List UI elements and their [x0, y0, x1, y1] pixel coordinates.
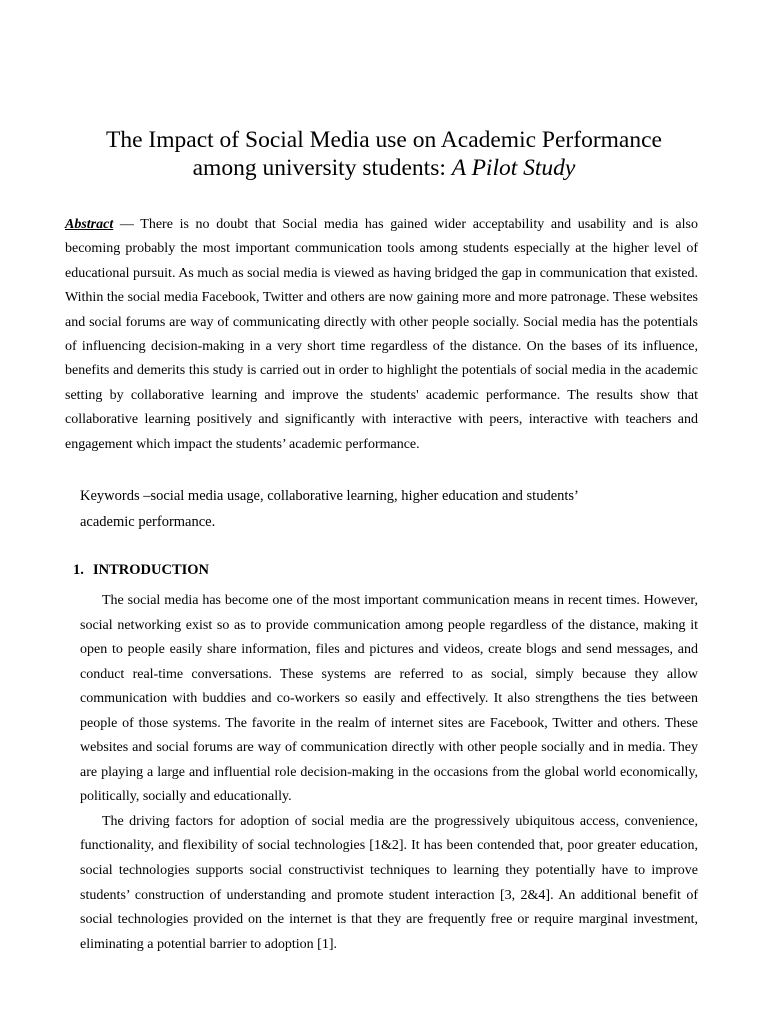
paper-title: [40, 126, 728, 182]
abstract-dash: —: [113, 217, 141, 232]
keywords: Keywords –social media usage, collaborative learning, higher education and students’ academic performance.: [80, 488, 578, 530]
section-heading-introduction: [73, 560, 209, 580]
abstract-label: Abstract: [65, 217, 114, 232]
title-subtitle: A Pilot Study: [451, 155, 576, 181]
title-line-2: [40, 154, 728, 182]
abstract: [65, 213, 698, 457]
title-line-2-text: among university students:: [192, 155, 452, 181]
introduction-body: [80, 589, 698, 957]
paragraph: The driving factors for adoption of social media are the progressively ubiquitous access, convenience, functionality, and flexibility of social technologies [1&2]. It has been contended that, poor greater education, social technologies supports social constructivist techniques to learning they potentially have to improve students’ construction of understanding and promote student interaction [3, 2&4]. An additional benefit of social technologies provided on the internet is that they are frequently free or require marginal investment, eliminating a potential barrier to adoption [1].: [80, 813, 698, 952]
title-line-1: The Impact of Social Media use on Academic Performance: [106, 127, 662, 153]
abstract-text: There is no doubt that Social media has gained wider acceptability and usability and is also becoming probably the most important communication tools among students especially at the higher level of educational pursuit. As much as social media is viewed as having bridged the gap in communication that existed. Within the social media Facebook, Twitter and others are now gaining more and more patronage. These websites and social forums are way of communicating directly with other people socially. Social media has the potentials of influencing decision-making in a very short time regardless of the distance. On the bases of its influence, benefits and demerits this study is carried out in order to highlight the potentials of social media in the academic setting by collaborative learning and improve the students' academic performance. The results show that collaborative learning positively and significantly with interactive with peers, interactive with teachers and engagement which impact the students’ academic performance.: [65, 217, 698, 452]
section-title: INTRODUCTION: [93, 562, 210, 578]
paragraph: The social media has become one of the most important communication means in recent times. However, social networking exist so as to provide communication among people regardless of the distance, making it open to people easily share information, files and pictures and videos, create blogs and send messages, and conduct real-time conversations. These systems are referred to as social, simply because they allow communication with buddies and co-workers so easily and effectively. It also strengthens the ties between people of those systems. The favorite in the realm of internet sites are Facebook, Twitter and others. These websites and social forums are way of communication directly with other people socially and in media. They are playing a large and influential role decision-making in the occasions from the global world economically, politically, socially and educationally.: [80, 593, 698, 805]
section-number: 1.: [73, 562, 84, 578]
